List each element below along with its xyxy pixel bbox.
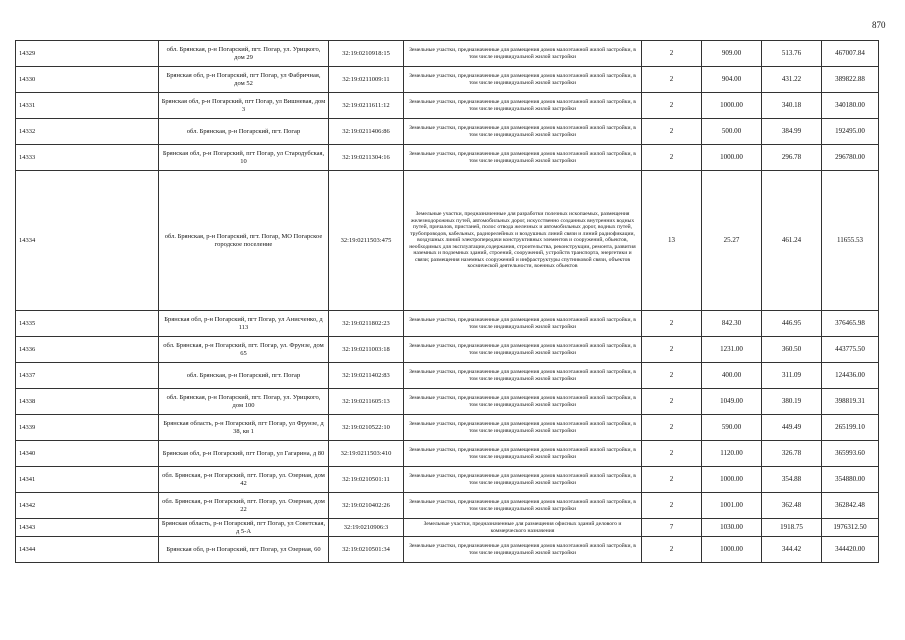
table-row — [16, 519, 879, 537]
land-use-cell: Земельные участки, предназначенные для размещения офисных зданий делового и коммерческого назначения — [404, 519, 642, 537]
table-row — [16, 537, 879, 563]
row-id: 14332 — [16, 119, 159, 145]
area-cell: 1000.00 — [702, 93, 762, 119]
specific-value-cell: 362.48 — [762, 493, 822, 519]
group-number-cell: 13 — [642, 171, 702, 311]
cadastral-number-cell: 32:19:0211503:410 — [329, 441, 404, 467]
cadastral-number-cell: 32:19:0210501:11 — [329, 467, 404, 493]
row-id: 14337 — [16, 363, 159, 389]
area-cell: 909.00 — [702, 41, 762, 67]
cadastral-value-cell: 340180.00 — [822, 93, 879, 119]
address-cell: Брянская обл, р-н Погарский, пгт Погар, ул Гагарина, д 80 — [159, 441, 329, 467]
land-use-cell: Земельные участки, предназначенные для размещения домов малоэтажной жилой застройки, в том числе индивидуальной жилой застройки — [404, 363, 642, 389]
specific-value-cell: 354.88 — [762, 467, 822, 493]
group-number-cell: 2 — [642, 441, 702, 467]
specific-value-cell: 296.78 — [762, 145, 822, 171]
group-number-cell: 2 — [642, 145, 702, 171]
cadastral-value-cell: 265199.10 — [822, 415, 879, 441]
address-cell: Брянская обл, р-н Погарский, пгт Погар, ул Анисченко, д 113 — [159, 311, 329, 337]
address-cell: обл. Брянская, р-н Погарский, пгт. Погар, ул. Урицкого, дом 29 — [159, 41, 329, 67]
table-body — [16, 41, 879, 563]
cadastral-number-cell: 32:19:0211611:12 — [329, 93, 404, 119]
area-cell: 1231.00 — [702, 337, 762, 363]
group-number-cell: 2 — [642, 363, 702, 389]
cadastral-value-cell: 296780.00 — [822, 145, 879, 171]
group-number-cell: 2 — [642, 311, 702, 337]
specific-value-cell: 344.42 — [762, 537, 822, 563]
row-id: 14343 — [16, 519, 159, 537]
cadastral-number-cell: 32:19:0211304:16 — [329, 145, 404, 171]
group-number-cell: 2 — [642, 415, 702, 441]
row-id: 14333 — [16, 145, 159, 171]
row-id: 14335 — [16, 311, 159, 337]
address-cell: обл. Брянская, р-н Погарский, пгт. Погар, МО Погарское городское поселение — [159, 171, 329, 311]
address-cell: Брянская обл, р-н Погарский, пгт Погар, ул Фабричная, дом 52 — [159, 67, 329, 93]
table-row — [16, 41, 879, 67]
row-id: 14344 — [16, 537, 159, 563]
area-cell: 25.27 — [702, 171, 762, 311]
row-id: 14330 — [16, 67, 159, 93]
address-cell: обл. Брянская, р-н Погарский, пгт. Погар, ул. Озерная, дом 42 — [159, 467, 329, 493]
area-cell: 1001.00 — [702, 493, 762, 519]
table-row — [16, 171, 879, 311]
land-use-cell: Земельные участки, предназначенные для разработки полезных ископаемых, размещения железнодорожных путей, автомобильных дорог, искусственно созданных внутренних водных путей, причалов, пристаней, полос отвода железных и автомобильных дорог, водных путей, трубопроводов, кабельных, радиорелейных и воздушных линий связи и линий радиофикации, воздушных линий электропередачи конструктивных элементов и сооружений, объектов, необходимых для эксплуатации,содержания, строительства, реконструкции, ремонта, развития наземных и подземных зданий, строений, сооружений, устройств транспорта, энергетики и связи; размещения наземных сооружений и инфраструктуры спутниковой связи, объектов космической деятельности, военных объектов — [404, 171, 642, 311]
group-number-cell: 7 — [642, 519, 702, 537]
land-use-cell: Земельные участки, предназначенные для размещения домов малоэтажной жилой застройки, в том числе индивидуальной жилой застройки — [404, 311, 642, 337]
cadastral-value-cell: 362842.48 — [822, 493, 879, 519]
address-cell: Брянская область, р-н Погарский, пгт Погар, ул Фрунзе, д 38, кв 1 — [159, 415, 329, 441]
cadastral-number-cell: 32:19:0211605:13 — [329, 389, 404, 415]
specific-value-cell: 326.78 — [762, 441, 822, 467]
table-row — [16, 337, 879, 363]
area-cell: 904.00 — [702, 67, 762, 93]
specific-value-cell: 461.24 — [762, 171, 822, 311]
table-row — [16, 67, 879, 93]
area-cell: 1000.00 — [702, 467, 762, 493]
area-cell: 1000.00 — [702, 537, 762, 563]
address-cell: Брянская обл, р-н Погарский, пгт Погар, ул Стародубская, 10 — [159, 145, 329, 171]
table-row — [16, 119, 879, 145]
cadastral-number-cell: 32:19:0211406:86 — [329, 119, 404, 145]
area-cell: 590.00 — [702, 415, 762, 441]
table-row — [16, 93, 879, 119]
land-use-cell: Земельные участки, предназначенные для размещения домов малоэтажной жилой застройки, в том числе индивидуальной жилой застройки — [404, 41, 642, 67]
cadastral-number-cell: 32:19:0211402:83 — [329, 363, 404, 389]
cadastral-value-cell: 467007.84 — [822, 41, 879, 67]
cadastral-value-cell: 443775.50 — [822, 337, 879, 363]
table-row — [16, 415, 879, 441]
land-use-cell: Земельные участки, предназначенные для размещения домов малоэтажной жилой застройки, в том числе индивидуальной жилой застройки — [404, 441, 642, 467]
land-use-cell: Земельные участки, предназначенные для размещения домов малоэтажной жилой застройки, в том числе индивидуальной жилой застройки — [404, 389, 642, 415]
address-cell: обл. Брянская, р-н Погарский, пгт. Погар, ул. Урицкого, дом 100 — [159, 389, 329, 415]
area-cell: 1049.00 — [702, 389, 762, 415]
row-id: 14339 — [16, 415, 159, 441]
area-cell: 500.00 — [702, 119, 762, 145]
area-cell: 400.00 — [702, 363, 762, 389]
row-id: 14336 — [16, 337, 159, 363]
address-cell: обл. Брянская, р-н Погарский, пгт. Погар — [159, 363, 329, 389]
group-number-cell: 2 — [642, 467, 702, 493]
cadastral-value-cell: 124436.00 — [822, 363, 879, 389]
cadastral-value-cell: 1976312.50 — [822, 519, 879, 537]
page-number: 870 — [872, 20, 886, 30]
cadastral-number-cell: 32:19:0210918:15 — [329, 41, 404, 67]
group-number-cell: 2 — [642, 41, 702, 67]
group-number-cell: 2 — [642, 337, 702, 363]
table-row — [16, 311, 879, 337]
cadastral-value-cell: 344420.00 — [822, 537, 879, 563]
row-id: 14329 — [16, 41, 159, 67]
table-row — [16, 467, 879, 493]
row-id: 14331 — [16, 93, 159, 119]
specific-value-cell: 311.09 — [762, 363, 822, 389]
address-cell: обл. Брянская, р-н Погарский, пгт. Погар, ул. Озерная, дом 22 — [159, 493, 329, 519]
address-cell: Брянская область, р-н Погарский, пгт Погар, ул Советская, д 5-А — [159, 519, 329, 537]
specific-value-cell: 513.76 — [762, 41, 822, 67]
land-use-cell: Земельные участки, предназначенные для размещения домов малоэтажной жилой застройки, в том числе индивидуальной жилой застройки — [404, 145, 642, 171]
area-cell: 1120.00 — [702, 441, 762, 467]
cadastral-number-cell: 32:19:0211003:18 — [329, 337, 404, 363]
address-cell: обл. Брянская, р-н Погарский, пгт. Погар, ул. Фрунзе, дом 65 — [159, 337, 329, 363]
land-use-cell: Земельные участки, предназначенные для размещения домов малоэтажной жилой застройки, в том числе индивидуальной жилой застройки — [404, 119, 642, 145]
row-id: 14338 — [16, 389, 159, 415]
specific-value-cell: 446.95 — [762, 311, 822, 337]
table-row — [16, 363, 879, 389]
cadastral-value-cell: 398819.31 — [822, 389, 879, 415]
specific-value-cell: 380.19 — [762, 389, 822, 415]
cadastral-value-cell: 389822.88 — [822, 67, 879, 93]
specific-value-cell: 384.99 — [762, 119, 822, 145]
group-number-cell: 2 — [642, 389, 702, 415]
group-number-cell: 2 — [642, 119, 702, 145]
specific-value-cell: 360.50 — [762, 337, 822, 363]
area-cell: 842.30 — [702, 311, 762, 337]
land-use-cell: Земельные участки, предназначенные для размещения домов малоэтажной жилой застройки, в том числе индивидуальной жилой застройки — [404, 493, 642, 519]
cadastral-number-cell: 32:19:0211009:11 — [329, 67, 404, 93]
cadastral-value-cell: 11655.53 — [822, 171, 879, 311]
address-cell: Брянская обл, р-н Погарский, пгт Погар, ул Вишневая, дом 3 — [159, 93, 329, 119]
cadastral-value-cell: 192495.00 — [822, 119, 879, 145]
group-number-cell: 2 — [642, 67, 702, 93]
land-use-cell: Земельные участки, предназначенные для размещения домов малоэтажной жилой застройки, в том числе индивидуальной жилой застройки — [404, 537, 642, 563]
cadastral-number-cell: 32:19:0211802:23 — [329, 311, 404, 337]
group-number-cell: 2 — [642, 537, 702, 563]
area-cell: 1000.00 — [702, 145, 762, 171]
group-number-cell: 2 — [642, 93, 702, 119]
table-row — [16, 145, 879, 171]
land-use-cell: Земельные участки, предназначенные для размещения домов малоэтажной жилой застройки, в том числе индивидуальной жилой застройки — [404, 93, 642, 119]
row-id: 14334 — [16, 171, 159, 311]
land-use-cell: Земельные участки, предназначенные для размещения домов малоэтажной жилой застройки, в том числе индивидуальной жилой застройки — [404, 67, 642, 93]
address-cell: Брянская обл, р-н Погарский, пгт Погар, ул Озерная, 60 — [159, 537, 329, 563]
table-row — [16, 441, 879, 467]
table-row — [16, 389, 879, 415]
land-use-cell: Земельные участки, предназначенные для размещения домов малоэтажной жилой застройки, в том числе индивидуальной жилой застройки — [404, 415, 642, 441]
specific-value-cell: 431.22 — [762, 67, 822, 93]
cadastral-number-cell: 32:19:0211503:475 — [329, 171, 404, 311]
table-row — [16, 493, 879, 519]
row-id: 14342 — [16, 493, 159, 519]
row-id: 14340 — [16, 441, 159, 467]
cadastral-number-cell: 32:19:0210402:26 — [329, 493, 404, 519]
cadastral-value-cell: 376465.98 — [822, 311, 879, 337]
group-number-cell: 2 — [642, 493, 702, 519]
specific-value-cell: 1918.75 — [762, 519, 822, 537]
address-cell: обл. Брянская, р-н Погарский, пгт. Погар — [159, 119, 329, 145]
area-cell: 1030.00 — [702, 519, 762, 537]
specific-value-cell: 449.49 — [762, 415, 822, 441]
cadastral-value-cell: 365993.60 — [822, 441, 879, 467]
land-use-cell: Земельные участки, предназначенные для размещения домов малоэтажной жилой застройки, в том числе индивидуальной жилой застройки — [404, 467, 642, 493]
cadastral-number-cell: 32:19:0210522:10 — [329, 415, 404, 441]
specific-value-cell: 340.18 — [762, 93, 822, 119]
cadastral-number-cell: 32:19:0210906:3 — [329, 519, 404, 537]
cadastral-number-cell: 32:19:0210501:34 — [329, 537, 404, 563]
row-id: 14341 — [16, 467, 159, 493]
cadastral-value-table — [15, 40, 879, 563]
cadastral-value-cell: 354880.00 — [822, 467, 879, 493]
land-use-cell: Земельные участки, предназначенные для размещения домов малоэтажной жилой застройки, в том числе индивидуальной жилой застройки — [404, 337, 642, 363]
